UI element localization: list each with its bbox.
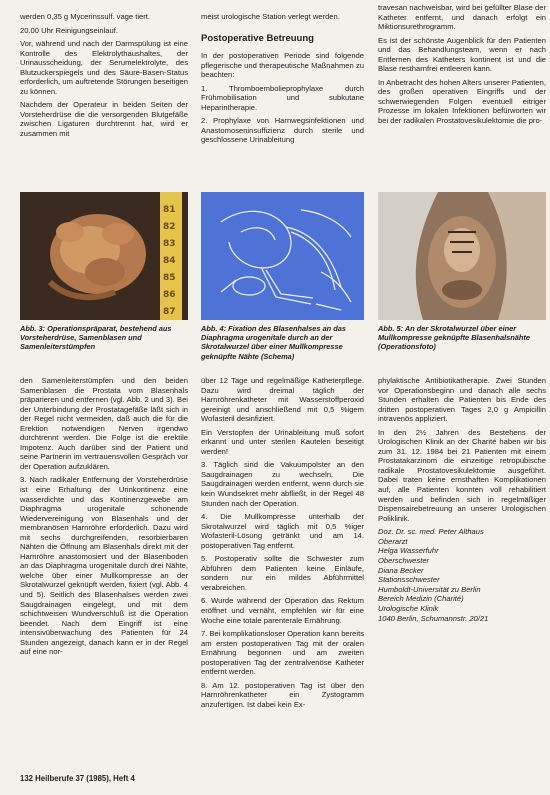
ruler-label: 81 [163, 205, 176, 215]
page-footer: 132 Heilberufe 37 (1985), Heft 4 [20, 774, 135, 783]
ruler-label: 86 [163, 290, 176, 300]
text-column-top-left [20, 12, 188, 182]
ruler-label: 84 [163, 256, 176, 266]
paragraph: meist urologische Station verlegt werden. [201, 12, 340, 21]
figure-schema-drawing [201, 192, 364, 320]
figure-operation-photo [378, 192, 546, 320]
text-column-bottom-middle [201, 376, 364, 769]
figure-specimen-photo [20, 192, 188, 320]
paragraph: über 12 Tage und regelmäßige Katheterpflege. Dazu wird dreimal täglich der Harnröhrenkatheter mit Wasserstoffperoxid gereinigt und anschließend mit 0,5 %igem Wofasteril desinfiziert. [201, 376, 364, 424]
paragraph: phylaktische Antibiotikatherapie. Zwei Stunden vor Operationsbeginn und danach alle sechs Stunden erhalten die Patienten bis Ende des dritten postoperativen Tages 2,0 g Ampicillin intravenös appliziert. [378, 376, 546, 424]
paragraph: 3. Täglich sind die Vakuumpolster an den Saugdrainagen zu wechseln. Die Saugdrainagen werden entfernt, wenn durch sie kein Wundsekret mehr abfließt, in der Regel 48 Stunden nach der Operation. [201, 460, 364, 508]
text-column-top-right [378, 3, 546, 183]
paragraph: 1. Thromboembolieprophylaxe durch Frühmobilisation und subkutane Heparintherapie. [201, 83, 364, 112]
author-line: Humboldt-Universität zu Berlin [378, 584, 481, 594]
paragraph: Ein Verstopfen der Urinableitung muß sofort erkannt und unter sterilen Kautelen beseitigt werden! [201, 427, 364, 456]
text-column-bottom-right [378, 376, 546, 769]
schema-drawing-image [201, 192, 364, 320]
author-line: 1040 Berlin, Schumannstr. 20/21 [378, 613, 489, 623]
author-line: Urologische Klinik [378, 603, 439, 613]
paragraph: 2. Prophylaxe von Harnwegsinfektionen und Anastomoseninsuffizienz durch sterile und geschlossene Urinableitung [201, 116, 364, 145]
figure-caption: Abb. 3: Operationspräparat, bestehend aus Vorsteherdrüse, Samenblasen und Samenleiterstümpfen [20, 324, 172, 352]
specimen-photo-image [20, 192, 188, 320]
section-heading: Postoperative Betreuung [201, 32, 314, 44]
paragraph: 20.00 Uhr Reinigungseinlauf. [20, 25, 118, 35]
paragraph: Nachdem der Operateur in beiden Seiten der Vorsteherdrüse die die versorgenden Blutgefäße zwischen Ligaturen durchtrennt hat, wird er zusammen mit [20, 100, 188, 139]
paragraph: 6. Wurde während der Operation das Rektum eröffnet und vernäht, empfehlen wir für eine Woche eine totale parenterale Ernährung. [201, 596, 364, 625]
text-column-top-middle [201, 12, 364, 182]
author-line: Oberschwester [378, 555, 430, 565]
paragraph: In den 2½ Jahren des Bestehens der Urologischen Klinik an der Charité haben wir bis zum 31. 12. 1984 bei 21 Patienten mit einem Prostatakarzinom die einzeitige retropubische radikale Prostatovesikulektomie ausgeführt. Dabei traten keine ernsthaften Komplikationen auf, alle Patienten konnten voll rehabilitiert werden und befinden sich in regelmäßiger Dispensairebetreuung an unserer Urologischen Poliklinik. [378, 427, 546, 523]
paragraph: 8. Am 12. postoperativen Tag ist über den Harnröhrenkatheter ein Zystogramm anzufertigen. Ist dabei kein Ex- [201, 680, 364, 709]
author-line: Helga Wasserfuhr [378, 546, 439, 556]
author-line: Stationsschwester [378, 575, 440, 585]
author-block [378, 527, 546, 623]
ruler-label: 85 [163, 273, 176, 283]
paragraph: werden 0,35 g Mycerinssulf. vage tiert. [20, 12, 150, 21]
figure-caption: Abb. 4: Fixation des Blasenhalses an das Diaphragma urogenitale durch an der Skrotalwurzel über einer Mullkompresse geknüpfte Nähte (Schema) [201, 324, 346, 361]
paragraph: In der postoperativen Periode sind folgende pflegerische und therapeutische Maßnahmen zu beachten: [201, 51, 364, 80]
operation-photo-image [378, 192, 546, 320]
author-line: Oberarzt [378, 536, 408, 546]
paragraph: 4. Die Mullkompresse unterhalb der Skrotalwurzel wird täglich mit 0,5 %iger Wofasteril-Lösung getränkt und am 14. postoperativen Tag entfernt. [201, 512, 364, 550]
paragraph: Es ist der schönste Augenblick für den Patienten und das Behandlungsteam, wenn er nach Entfernen des Katheters kontinent ist und die Blase restharnfrei entleeren kann. [378, 35, 546, 74]
paragraph: 3. Nach radikaler Entfernung der Vorsteherdrüse ist eine Erhaltung der Urinkontinenz eine wasserdichte und das Kontinenzgewebe am Diaphragma urogenitale schonende Wiedervereinigung von Blasenhals und der membranösen Harnröhre erforderlich. Dazu wird mit sechs durchgreifenden, resorbierbaren Nähten die Öffnung am Blasenhals direkt mit der Harnröhre anastomosiert und der Blasenboden an das Diaphragma urogenitale durch drei Nähte, welche über einer Mullkompresse an der Skrotalwurzel geknüpft werden, fixiert (vgl. Abb. 4 und 5). Seitlich des Blasenhalses werden zwei Saugdrainagen eingelegt, und mit dem schichtweisen Wundverschluß ist die Operation beendet. Nach dem Eingriff ist eine intensivüberwachung des Patienten für 24 Stunden angezeigt, danach kann er in der Regel auf eine nor- [20, 475, 188, 657]
paragraph: 7. Bei komplikationsloser Operation kann bereits am ersten postoperativen Tag mit der oralen Ernährung begonnen und am zweiten postoperativen Tag der zentralvenöse Katheter entfernt werden. [201, 629, 364, 677]
figure-caption: Abb. 5: An der Skrotalwurzel über einer Mullkompresse geknüpfte Blasenhalsnähte (Operationsfoto) [378, 324, 530, 352]
author-line: Diana Becker [378, 565, 424, 575]
paragraph: In Anbetracht des hohen Alters unserer Patienten, des großen operativen Eingriffs und der schwerwiegenden Folgen eventuell eitriger Prozesse im lokalen Infektionen befürworten wir bei der radikalen Prostatovesikulektomie die pro- [378, 77, 546, 126]
ruler-label: 87 [163, 307, 176, 317]
ruler-label: 82 [163, 222, 176, 232]
paragraph: travesan nachweisbar, wird bei gefüllter Blase der Katheter entfernt, und danach erfolgt ein Miktionsurethrogramm. [378, 3, 546, 32]
text-column-bottom-left [20, 376, 188, 769]
ruler-label: 83 [163, 239, 176, 249]
paragraph: Vor, während und nach der Darmspülung ist eine Kontrolle des Elektrolythaushaltes, der Urinausscheidung, der Serumelektrolyte, des Blutzuckerspiegels und des Säure-Basen-Status erforderlich, um auftretende Störungen beseitigen zu können. [20, 39, 188, 96]
paragraph: den Samenleiterstümpfen und den beiden Samenblasen die Prostata vom Blasenhals präparieren und entfernen (vgl. Abb. 2 und 3). Bei der Unterbindung der Prostatagefäße läßt sich in der Regel nicht vermeiden, daß auch die für die Erektion notwendigen Nerven irgendwo durchtrennt werden. Die Folge ist die erektile Impotenz. Auch darüber sind der Patient und seine Partnerin im vertrauensvollen Gespräch vor der Operation aufzuklären. [20, 376, 188, 471]
paragraph: 5. Postoperativ sollte die Schwester zum Abführen dem Patienten keine Einläufe, sondern nur ein mildes Abführmittel verabreichen. [201, 554, 364, 592]
author-line: Bereich Medizin (Charité) [378, 594, 464, 604]
author-line: Doz. Dr. sc. med. Peter Althaus [378, 527, 484, 537]
